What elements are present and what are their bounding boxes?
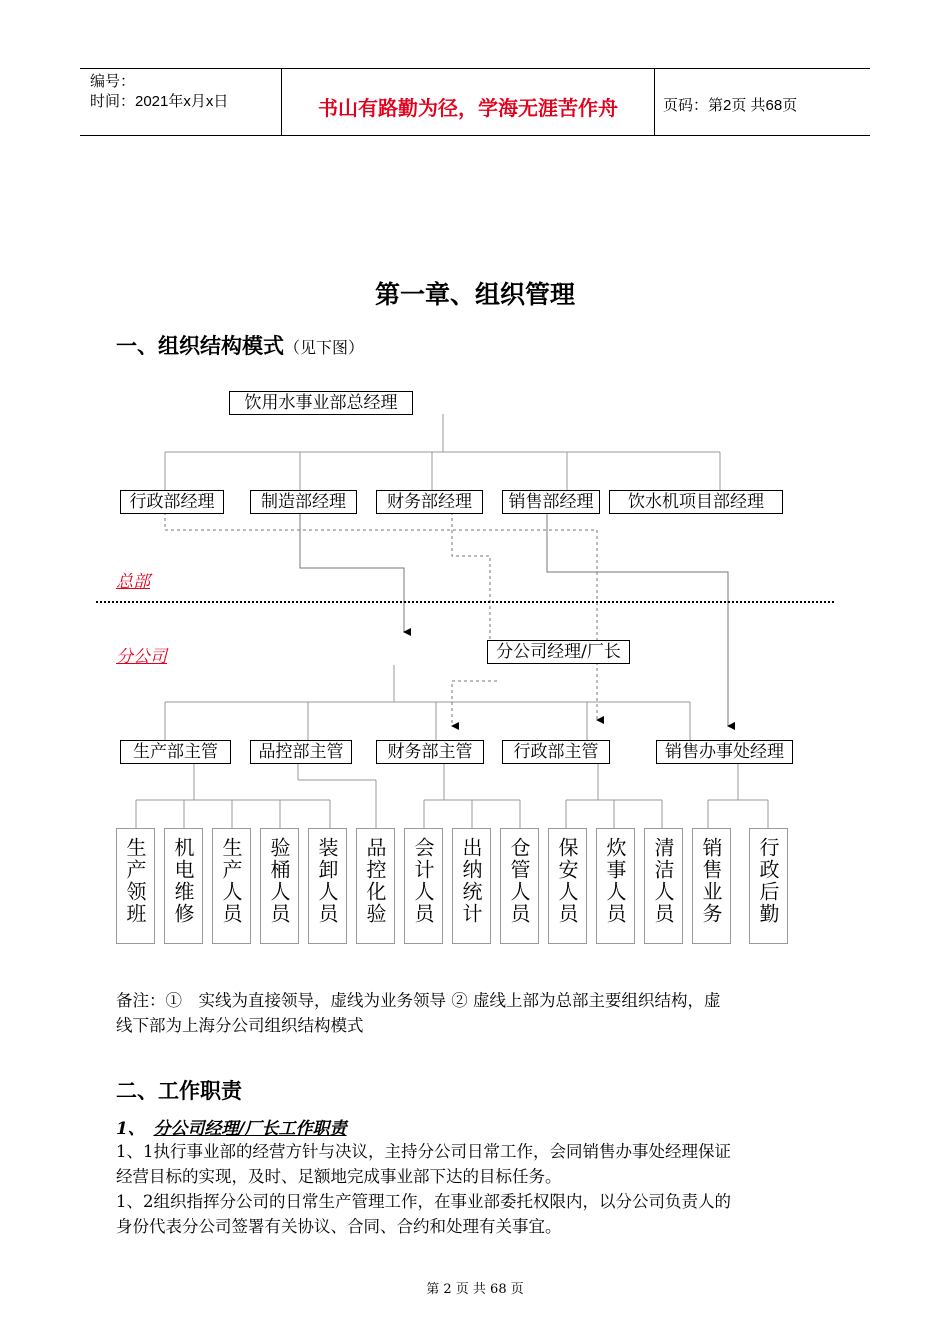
paragraph-line: 经营目标的实现，及时、足额地完成事业部下达的目标任务。	[116, 1167, 562, 1186]
label-branch: 分公司	[116, 647, 167, 667]
staff-box: 行政后勤	[749, 828, 788, 944]
section1-note: （见下图）	[284, 338, 365, 357]
header-page-info: 页码：第2页 共68页	[663, 97, 798, 114]
branch-head: 分公司经理/厂长	[487, 640, 630, 664]
staff-box: 保安人员	[548, 828, 587, 944]
section1-title: 一、组织结构模式	[116, 334, 284, 358]
staff-box: 验桶人员	[260, 828, 299, 944]
paragraph-line: 身份代表分公司签署有关协议、合同、合约和处理有关事宜。	[116, 1217, 562, 1236]
label-hq: 总部	[116, 572, 150, 592]
staff-box: 会计人员	[404, 828, 443, 944]
chapter-title: 第一章、组织管理	[374, 280, 575, 309]
branch-supervisor-production: 生产部主管	[120, 740, 231, 764]
staff-box: 生产领班	[116, 828, 155, 944]
staff-box: 清洁人员	[644, 828, 683, 944]
section2-title: 二、工作职责	[116, 1079, 242, 1103]
subsection1-title: 分公司经理/厂长工作职责	[153, 1119, 347, 1139]
staff-box: 仓管人员	[500, 828, 539, 944]
paragraph-line: 1、2组织指挥分公司的日常生产管理工作，在事业部委托权限内，以分公司负责人的	[116, 1192, 731, 1211]
staff-box: 装卸人员	[308, 828, 347, 944]
staff-box: 销售业务	[692, 828, 731, 944]
remark	[116, 988, 836, 1038]
hq-manager-dispenser-project: 饮水机项目部经理	[609, 490, 783, 514]
subsection1-heading	[116, 1114, 347, 1139]
staff-box: 机电维修	[164, 828, 203, 944]
remark-line: 线下部为上海分公司组织结构模式	[116, 1016, 364, 1035]
branch-supervisor-admin: 行政部主管	[502, 740, 610, 764]
staff-box: 炊事人员	[596, 828, 635, 944]
branch-supervisor-qc: 品控部主管	[250, 740, 352, 764]
remark-line: 备注：① 实线为直接领导，虚线为业务领导 ② 虚线上部为总部主要组织结构，虚	[116, 991, 721, 1010]
paragraph-line: 1、1执行事业部的经营方针与决议，主持分公司日常工作，会同销售办事处经理保证	[116, 1142, 731, 1161]
header-motto: 书山有路勤为径，学海无涯苦作舟	[318, 96, 618, 120]
time-label: 时间：2021年x月x日	[90, 93, 229, 110]
org-top-manager: 饮用水事业部总经理	[229, 391, 413, 415]
serial-label: 编号：	[90, 73, 136, 90]
staff-box: 出纳统计	[452, 828, 491, 944]
staff-box: 品控化验	[356, 828, 395, 944]
branch-supervisor-finance: 财务部主管	[376, 740, 484, 764]
hq-manager-admin: 行政部经理	[120, 490, 224, 514]
hq-manager-manufacturing: 制造部经理	[250, 490, 357, 514]
hq-manager-finance: 财务部经理	[376, 490, 483, 514]
hq-manager-sales: 销售部经理	[502, 490, 600, 514]
subsection1-number: 1、	[116, 1119, 137, 1139]
page-footer: 第 2 页 共 68 页	[426, 1282, 524, 1297]
staff-box: 生产人员	[212, 828, 251, 944]
branch-supervisor-sales-office: 销售办事处经理	[656, 740, 793, 764]
